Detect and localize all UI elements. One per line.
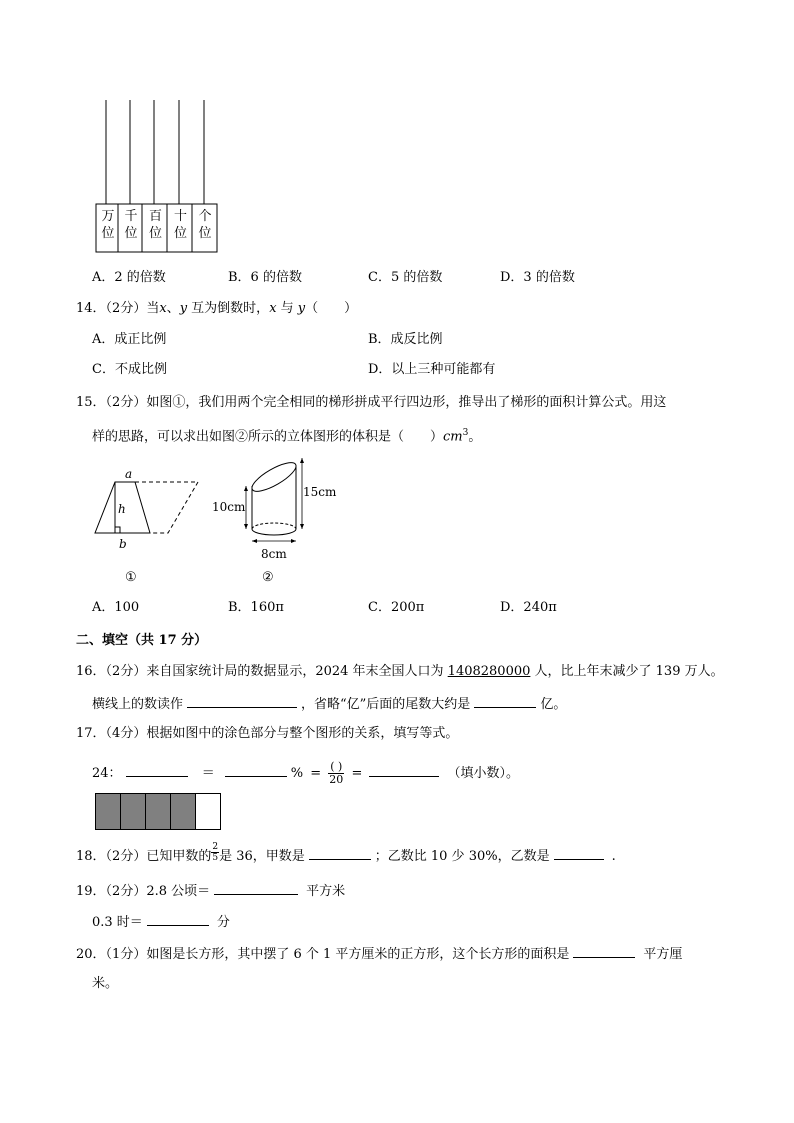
figure2-caption: ②	[262, 570, 274, 585]
abacus-label-ge: 个 位	[198, 209, 212, 241]
abacus-label-bai: 百 位	[148, 209, 162, 241]
q14-option-c[interactable]: C．不成比例	[92, 362, 167, 377]
q15-option-a[interactable]: A．100	[92, 600, 140, 615]
shaded-cell	[120, 793, 146, 830]
figure1-caption: ①	[125, 570, 137, 585]
cylinder-label-left: 10cm	[212, 500, 246, 514]
shaded-cell	[145, 793, 171, 830]
q15-stem-line2: 样的思路，可以求出如图②所示的立体图形的体积是（ ）$cm^3$。	[92, 428, 482, 445]
abacus-label-shi: 十 位	[173, 209, 187, 241]
q17-blank-ratio[interactable]	[126, 762, 188, 777]
trapezoid-label-h: h	[118, 502, 126, 516]
q20-line1: 20．（1分）如图是长方形，其中摆了 6 个 1 平方厘米的正方形，这个长方形的面积是 平方厘	[76, 943, 682, 965]
q14-option-d[interactable]: D．以上三种可能都有	[368, 362, 496, 377]
section-fill-title: 二、填空（共 17 分）	[76, 633, 208, 648]
q17-equation: 24： ＝ % = $\frac{( )}{20}$ = （填小数）。	[92, 760, 520, 786]
cylinder-label-bottom: 8cm	[261, 547, 287, 561]
q14-option-a[interactable]: A．成正比例	[92, 332, 167, 347]
cylinder-figure	[240, 450, 310, 555]
q18-fraction: $\frac{2}{5}$	[212, 842, 219, 863]
q15-option-b[interactable]: B．160π	[228, 600, 284, 615]
q20-line2: 米。	[92, 976, 119, 991]
q16-blank-reading[interactable]	[187, 693, 297, 708]
trapezoid-label-b: b	[119, 537, 127, 551]
trapezoid-label-a: a	[125, 467, 133, 481]
q17-stem: 17．（4分）根据如图中的涂色部分与整个图形的关系，填写等式。	[76, 726, 459, 741]
q15-stem-line1: 15．（2分）如图①，我们用两个完全相同的梯形拼成平行四边形，推导出了梯形的面积计算公式。用这	[76, 395, 667, 410]
q19-line1: 19．（2分）2.8 公顷＝ 平方米	[76, 880, 345, 902]
q19-blank-time[interactable]	[147, 911, 209, 926]
q13-option-c[interactable]: C．5 的倍数	[368, 270, 443, 285]
unshaded-cell	[195, 793, 221, 830]
q14-stem: 14．（2分）当x、y 互为倒数时，x 与 y（ ）	[76, 301, 358, 316]
abacus-label-wan: 万 位	[101, 209, 115, 241]
q13-option-b[interactable]: B．6 的倍数	[228, 270, 302, 285]
q16-stem-line1: 16．（2分）来自国家统计局的数据显示，2024 年末全国人口为 1408280000 人，比上年末减少了 139 万人。	[76, 664, 724, 679]
q17-blank-percent[interactable]	[225, 762, 287, 777]
abacus-label-qian: 千 位	[124, 209, 138, 241]
trapezoid-figure	[90, 465, 205, 545]
q15-option-c[interactable]: C．200π	[368, 600, 425, 615]
q18-blank-yi[interactable]	[554, 845, 604, 860]
q20-blank-area[interactable]	[573, 943, 635, 958]
shaded-cell	[95, 793, 121, 830]
q17-fraction: $\frac{( )}{20}$	[329, 760, 344, 786]
q18-stem: 18．（2分）已知甲数的 $\frac{2}{5}$是 36，甲数是 ；乙数比 10 少 30%，乙数是 .	[76, 842, 616, 864]
shaded-cell	[170, 793, 196, 830]
q15-option-d[interactable]: D．240π	[500, 600, 557, 615]
q16-stem-line2: 横线上的数读作 ，省略“亿”后面的尾数大约是 亿。	[92, 693, 566, 715]
q16-blank-approx[interactable]	[474, 693, 536, 708]
cylinder-label-right: 15cm	[303, 485, 337, 499]
q17-shaded-figure	[95, 793, 221, 830]
q13-option-a[interactable]: A．2 的倍数	[92, 270, 166, 285]
q16-underlined-number: 1408280000	[447, 664, 531, 679]
q19-blank-area[interactable]	[214, 880, 298, 895]
q13-option-d[interactable]: D．3 的倍数	[500, 270, 575, 285]
q19-line2: 0.3 时＝ 分	[92, 911, 230, 933]
q14-option-b[interactable]: B．成反比例	[368, 332, 443, 347]
q17-blank-decimal[interactable]	[369, 762, 439, 777]
q18-blank-jia[interactable]	[309, 845, 371, 860]
